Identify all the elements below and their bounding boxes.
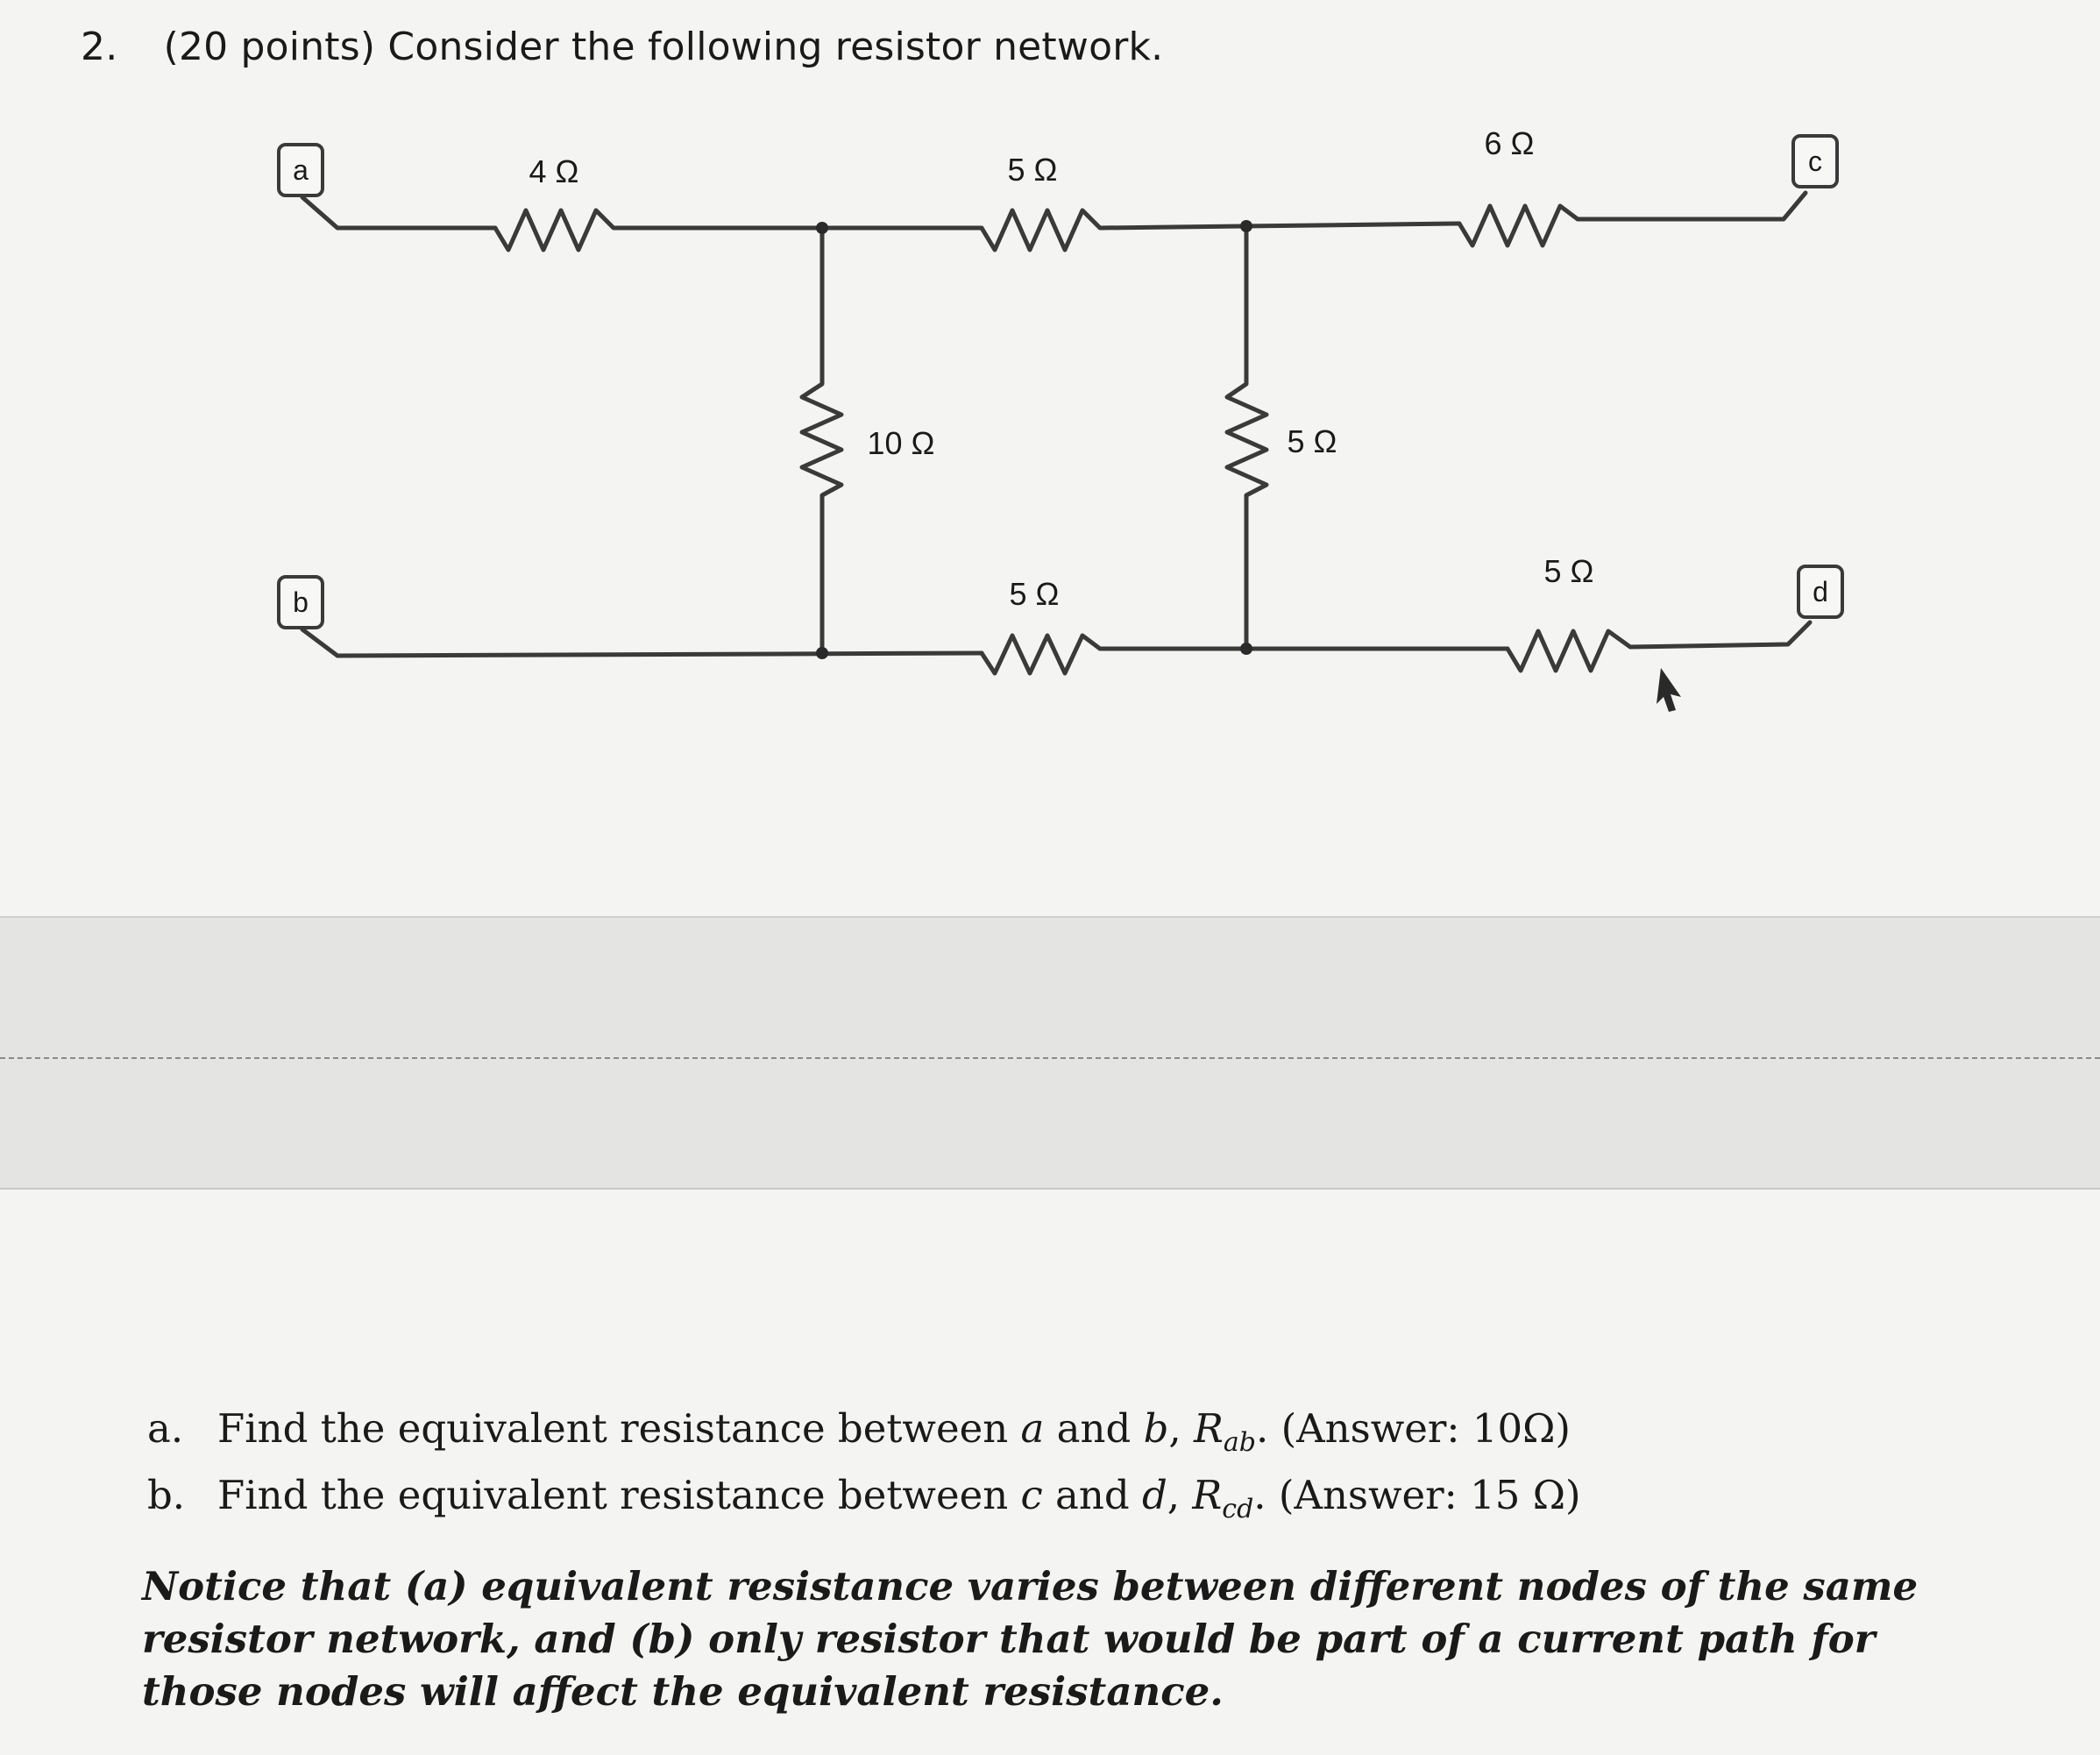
label-top-right: 6 Ω bbox=[1484, 125, 1535, 161]
resistor-top-mid bbox=[982, 210, 1459, 250]
label-bot-mid: 5 Ω bbox=[1009, 576, 1060, 612]
node-c-terminal bbox=[1793, 136, 1837, 187]
node-b-label: b bbox=[293, 586, 309, 618]
resistor-vert-left bbox=[802, 228, 841, 653]
question-points: (20 points) bbox=[163, 25, 376, 69]
part-text: Find the equivalent resistance between a and b, $R_{ab}$. (Answer: 10Ω) bbox=[217, 1405, 1571, 1458]
note-paragraph: Notice that (a) equivalent resistance varies between different nodes of the same resistor network, and (b) only resistor that would be part of a current path for those nodes will affect the equivalent resistance. bbox=[142, 1563, 1919, 1715]
node-a-terminal bbox=[279, 145, 323, 195]
node-b-terminal bbox=[279, 577, 323, 628]
question-text: Consider the following resistor network. bbox=[387, 25, 1164, 69]
divider-dashed bbox=[0, 1057, 2100, 1059]
node-a-label: a bbox=[293, 154, 309, 186]
resistor-top-left bbox=[495, 210, 982, 250]
label-vert-left: 10 Ω bbox=[867, 425, 935, 461]
label-vert-right: 5 Ω bbox=[1287, 423, 1337, 459]
resistor-vert-right bbox=[1227, 226, 1266, 649]
junction-top-left bbox=[816, 222, 828, 234]
part-b bbox=[147, 1469, 1581, 1536]
junction-bot-right bbox=[1240, 643, 1252, 655]
node-d-terminal bbox=[1798, 566, 1842, 617]
wire-top bbox=[302, 197, 495, 228]
gray-band bbox=[0, 916, 2100, 1188]
part-letter: a. bbox=[147, 1405, 184, 1452]
part-letter: b. bbox=[147, 1472, 186, 1518]
junction-bot-left bbox=[816, 647, 828, 659]
node-c-label: c bbox=[1808, 146, 1822, 177]
node-d-label: d bbox=[1813, 576, 1828, 608]
label-top-mid: 5 Ω bbox=[1007, 152, 1058, 188]
label-top-left: 4 Ω bbox=[529, 153, 579, 189]
resistor-top-right bbox=[1459, 193, 1806, 245]
question-number: 2. bbox=[81, 25, 118, 69]
part-a bbox=[147, 1403, 1581, 1469]
wire-bottom bbox=[302, 629, 982, 656]
label-bot-right: 5 Ω bbox=[1543, 553, 1594, 589]
mouse-cursor-icon bbox=[1657, 668, 1681, 712]
junction-top-right bbox=[1240, 220, 1252, 232]
divider-top bbox=[0, 916, 2100, 918]
divider-bottom bbox=[0, 1188, 2100, 1190]
question-parts bbox=[147, 1403, 1581, 1536]
resistor-bot-right bbox=[1508, 622, 1810, 671]
part-text: Find the equivalent resistance between c and d, $R_{cd}$. (Answer: 15 Ω) bbox=[217, 1472, 1581, 1524]
